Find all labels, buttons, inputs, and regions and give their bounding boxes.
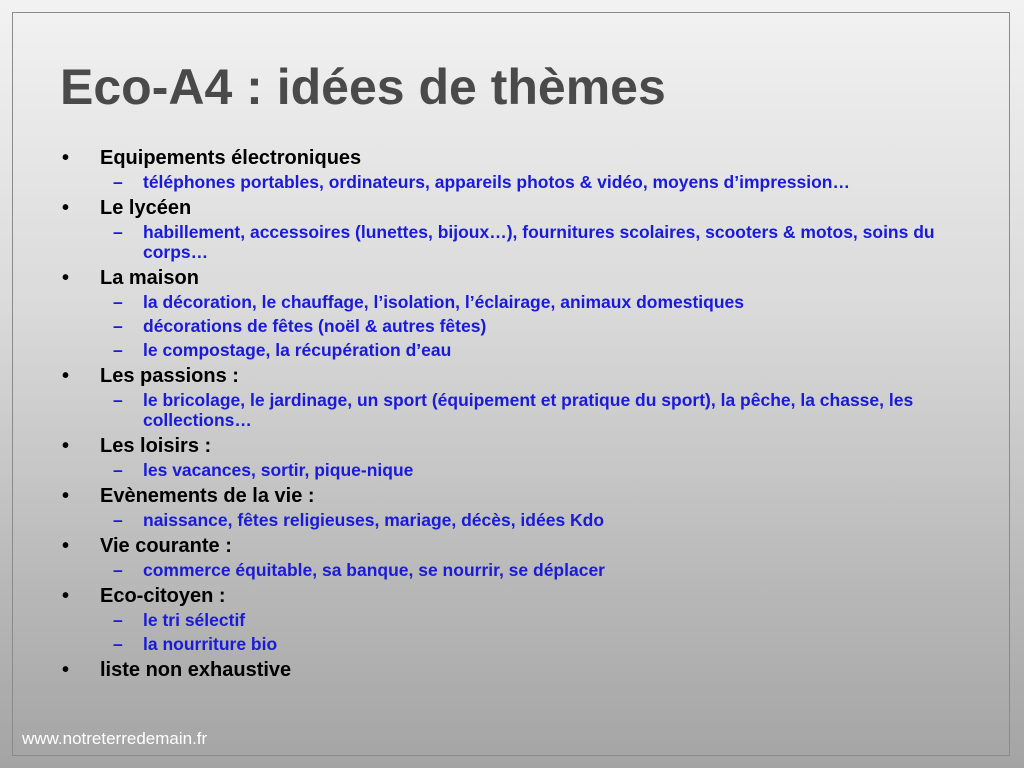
- sub-list-item: [60, 340, 970, 360]
- bullet-label: La maison: [100, 267, 199, 289]
- sub-item-text: la nourriture bio: [143, 634, 278, 654]
- bullet-row: [60, 584, 970, 608]
- bullet-list: [60, 146, 970, 685]
- sub-list-item: [60, 634, 970, 654]
- sub-list: [60, 610, 970, 654]
- list-item: [60, 196, 970, 262]
- bullet-label: Vie courante :: [100, 535, 232, 557]
- sub-list: [60, 292, 970, 360]
- sub-item-text: le compostage, la récupération d’eau: [143, 340, 452, 360]
- sub-list: [60, 460, 970, 480]
- dash-icon: –: [113, 222, 123, 242]
- bullet-row: [60, 658, 970, 682]
- list-item: [60, 484, 970, 530]
- bullet-row: [60, 266, 970, 290]
- sub-item-text: téléphones portables, ordinateurs, appareils photos & vidéo, moyens d’impression…: [143, 172, 850, 192]
- sub-list-item: [60, 560, 970, 580]
- dash-icon: –: [113, 460, 123, 480]
- bullet-icon: •: [62, 365, 70, 387]
- bullet-label: Equipements électroniques: [100, 147, 362, 169]
- sub-item-text: naissance, fêtes religieuses, mariage, décès, idées Kdo: [143, 510, 605, 530]
- sub-list-item: [60, 510, 970, 530]
- bullet-icon: •: [62, 659, 70, 681]
- dash-icon: –: [113, 634, 123, 654]
- sub-item-text: décorations de fêtes (noël & autres fêtes): [143, 316, 487, 336]
- dash-icon: –: [113, 316, 123, 336]
- sub-list-item: [60, 222, 970, 262]
- list-item: [60, 364, 970, 430]
- bullet-row: [60, 196, 970, 220]
- sub-list: [60, 560, 970, 580]
- sub-list-item: [60, 292, 970, 312]
- bullet-icon: •: [62, 485, 70, 507]
- bullet-row: [60, 534, 970, 558]
- bullet-icon: •: [62, 535, 70, 557]
- list-item: [60, 146, 970, 192]
- sub-list-item: [60, 460, 970, 480]
- bullet-row: [60, 364, 970, 388]
- dash-icon: –: [113, 292, 123, 312]
- list-item: [60, 434, 970, 480]
- list-item: [60, 584, 970, 654]
- sub-item-text: le bricolage, le jardinage, un sport (équipement et pratique du sport), la pêche, la chasse, les collections…: [143, 390, 914, 430]
- sub-item-text: habillement, accessoires (lunettes, bijoux…), fournitures scolaires, scooters & motos, soins du corps…: [143, 222, 935, 262]
- list-item: [60, 534, 970, 580]
- sub-item-text: la décoration, le chauffage, l’isolation, l’éclairage, animaux domestiques: [143, 292, 745, 312]
- sub-list-item: [60, 390, 970, 430]
- bullet-row: [60, 434, 970, 458]
- bullet-row: [60, 146, 970, 170]
- sub-item-text: les vacances, sortir, pique-nique: [143, 460, 414, 480]
- bullet-icon: •: [62, 435, 70, 457]
- bullet-icon: •: [62, 147, 70, 169]
- bullet-label: Les loisirs :: [100, 435, 212, 457]
- sub-list: [60, 390, 970, 430]
- sub-list: [60, 222, 970, 262]
- bullet-label: Eco-citoyen :: [100, 585, 226, 607]
- list-item: [60, 658, 970, 682]
- bullet-icon: •: [62, 197, 70, 219]
- bullet-icon: •: [62, 585, 70, 607]
- bullet-row: [60, 484, 970, 508]
- slide-title: Eco-A4 : idées de thèmes: [60, 59, 666, 115]
- footer-url: www.notreterredemain.fr: [22, 729, 208, 748]
- dash-icon: –: [113, 390, 123, 410]
- dash-icon: –: [113, 172, 123, 192]
- bullet-icon: •: [62, 267, 70, 289]
- sub-list-item: [60, 610, 970, 630]
- sub-list-item: [60, 172, 970, 192]
- sub-item-text: le tri sélectif: [143, 610, 246, 630]
- sub-list-item: [60, 316, 970, 336]
- dash-icon: –: [113, 510, 123, 530]
- bullet-label: Les passions :: [100, 365, 239, 387]
- dash-icon: –: [113, 340, 123, 360]
- bullet-label: Evènements de la vie :: [100, 485, 315, 507]
- list-item: [60, 266, 970, 360]
- bullet-label: liste non exhaustive: [100, 659, 292, 681]
- sub-list: [60, 510, 970, 530]
- dash-icon: –: [113, 560, 123, 580]
- sub-list: [60, 172, 970, 192]
- dash-icon: –: [113, 610, 123, 630]
- bullet-label: Le lycéen: [100, 197, 192, 219]
- sub-item-text: commerce équitable, sa banque, se nourrir, se déplacer: [143, 560, 605, 580]
